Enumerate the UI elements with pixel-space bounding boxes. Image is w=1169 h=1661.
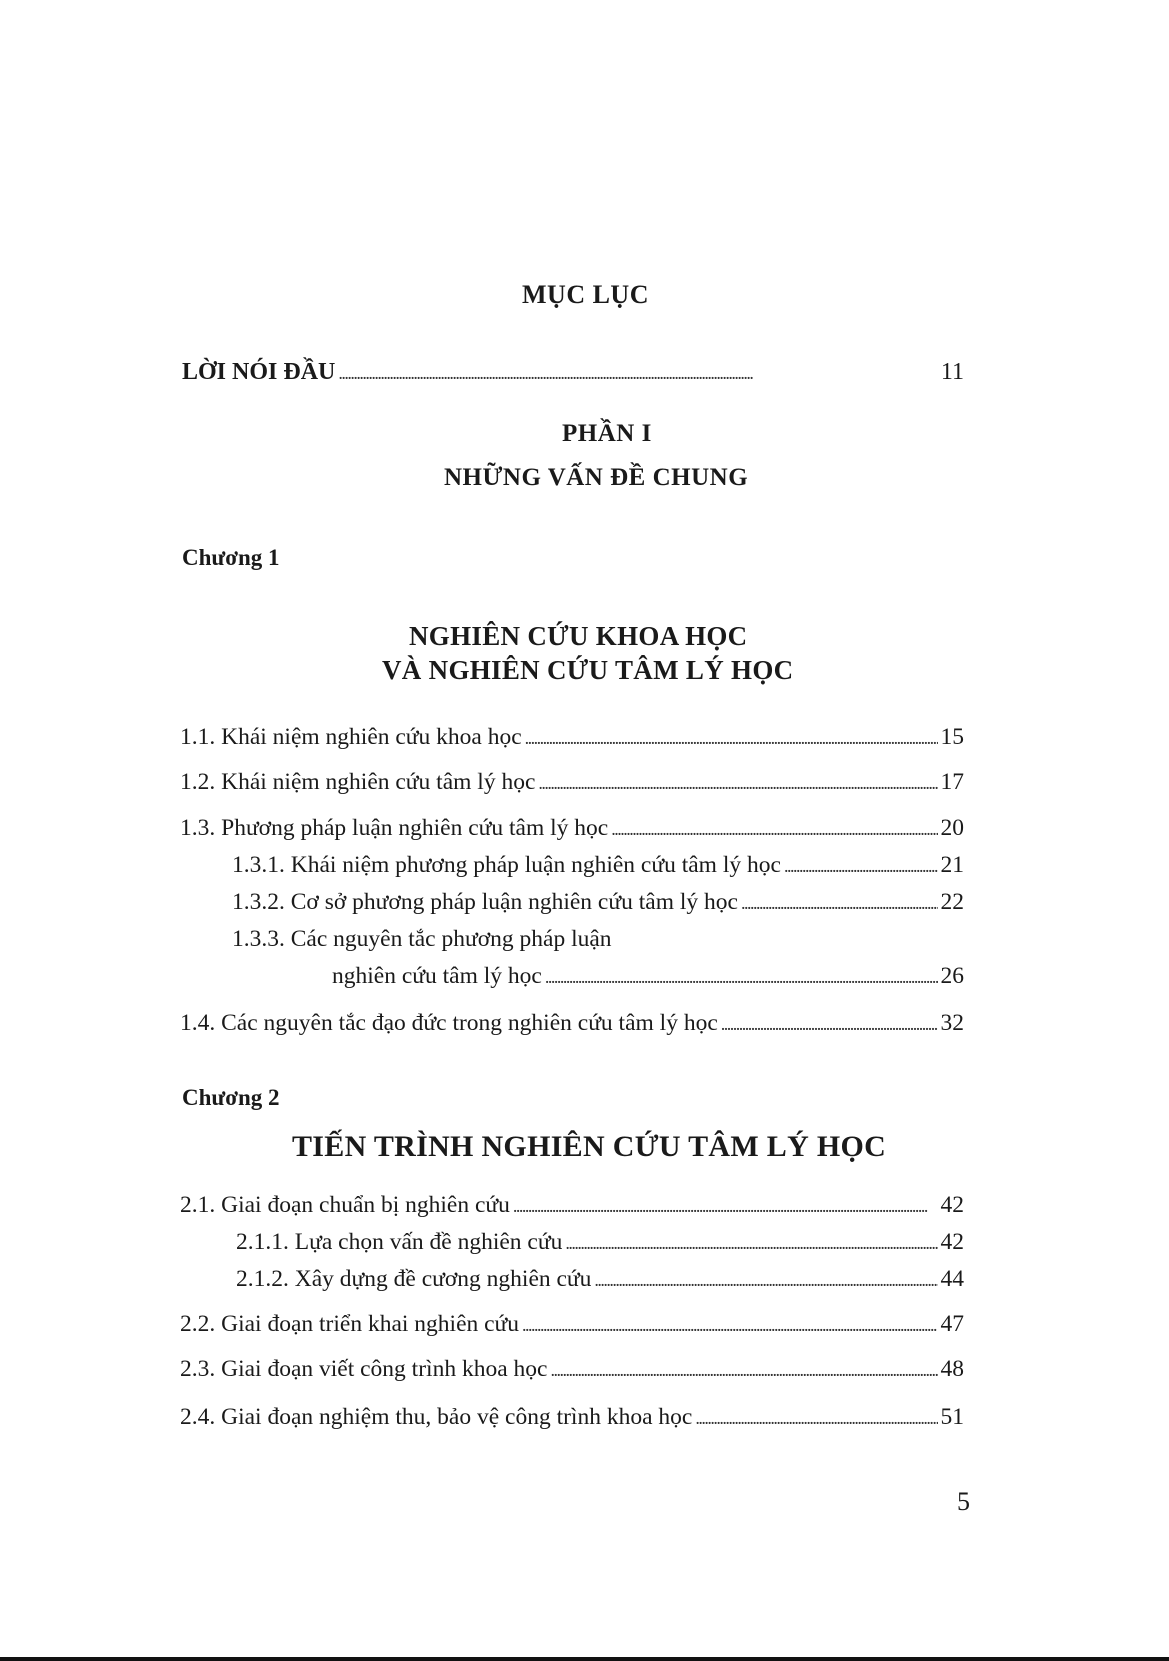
toc-entry-page: 47 bbox=[940, 1311, 964, 1337]
toc-subentry[interactable] bbox=[232, 887, 964, 918]
toc-entry-label: LỜI NÓI ĐẦU bbox=[182, 359, 336, 385]
toc-entry[interactable] bbox=[180, 1402, 964, 1433]
toc-entry-foreword[interactable] bbox=[182, 357, 964, 388]
toc-subentry[interactable] bbox=[332, 961, 964, 992]
toc-entry-label: 1.3. Phương pháp luận nghiên cứu tâm lý học bbox=[180, 815, 609, 841]
dot-leader bbox=[545, 961, 938, 992]
toc-entry-label: 1.1. Khái niệm nghiên cứu khoa học bbox=[180, 724, 522, 750]
toc-subentry[interactable] bbox=[232, 850, 964, 881]
toc-entry-page: 32 bbox=[940, 1010, 964, 1036]
dot-leader bbox=[594, 1264, 937, 1295]
dot-leader bbox=[784, 850, 938, 881]
dot-leader bbox=[513, 1190, 938, 1221]
dot-leader bbox=[522, 1309, 937, 1340]
toc-entry[interactable] bbox=[180, 1008, 964, 1039]
dot-leader bbox=[550, 1354, 937, 1385]
toc-entry-label: 2.3. Giai đoạn viết công trình khoa học bbox=[180, 1356, 548, 1382]
toc-entry-label: nghiên cứu tâm lý học bbox=[332, 963, 542, 989]
toc-entry-label: 2.1.1. Lựa chọn vấn đề nghiên cứu bbox=[236, 1229, 563, 1255]
toc-entry-label: 1.3.1. Khái niệm phương pháp luận nghiên cứu tâm lý học bbox=[232, 852, 781, 878]
toc-entry[interactable] bbox=[180, 1190, 964, 1221]
toc-entry-label: 1.3.2. Cơ sở phương pháp luận nghiên cứu tâm lý học bbox=[232, 889, 738, 915]
toc-entry-label: 2.2. Giai đoạn triển khai nghiên cứu bbox=[180, 1311, 520, 1337]
chapter1-label: Chương 1 bbox=[182, 545, 280, 570]
toc-entry-page: 51 bbox=[940, 1404, 964, 1430]
dot-leader bbox=[525, 722, 938, 753]
toc-entry-page: 15 bbox=[940, 724, 964, 750]
toc-entry-page: 20 bbox=[940, 815, 964, 841]
dot-leader bbox=[695, 1402, 937, 1433]
chapter1-title-line2: VÀ NGHIÊN CỨU TÂM LÝ HỌC bbox=[382, 655, 794, 685]
toc-subentry[interactable] bbox=[236, 1227, 964, 1258]
dot-leader bbox=[565, 1227, 937, 1258]
scan-edge-divider bbox=[0, 1657, 1169, 1661]
toc-entry-page: 42 bbox=[940, 1229, 964, 1255]
chapter2-title: TIẾN TRÌNH NGHIÊN CỨU TÂM LÝ HỌC bbox=[292, 1130, 887, 1163]
toc-entry-page: 11 bbox=[940, 359, 964, 385]
part-title: NHỮNG VẤN ĐỀ CHUNG bbox=[444, 464, 749, 491]
toc-entry[interactable] bbox=[180, 813, 964, 844]
toc-entry-label: 2.1.2. Xây dựng đề cương nghiên cứu bbox=[236, 1266, 592, 1292]
dot-leader bbox=[611, 813, 937, 844]
toc-entry-page: 17 bbox=[940, 769, 964, 795]
chapter1-title-line1: NGHIÊN CỨU KHOA HỌC bbox=[409, 621, 748, 651]
toc-entry[interactable] bbox=[180, 722, 964, 753]
toc-entry-page: 22 bbox=[940, 889, 964, 915]
toc-entry[interactable] bbox=[180, 1309, 964, 1340]
toc-entry-label: 1.2. Khái niệm nghiên cứu tâm lý học bbox=[180, 769, 536, 795]
toc-entry-label: 1.4. Các nguyên tắc đạo đức trong nghiên cứu tâm lý học bbox=[180, 1010, 718, 1036]
dot-leader bbox=[538, 767, 937, 798]
toc-subentry[interactable] bbox=[236, 1264, 964, 1295]
toc-entry-page: 42 bbox=[940, 1192, 964, 1218]
chapter2-label: Chương 2 bbox=[182, 1085, 280, 1110]
dot-leader bbox=[338, 357, 938, 388]
page-title: MỤC LỤC bbox=[522, 280, 649, 309]
page-number: 5 bbox=[957, 1487, 970, 1516]
toc-entry-page: 26 bbox=[940, 963, 964, 989]
toc-subentry-first-line[interactable]: 1.3.3. Các nguyên tắc phương pháp luận bbox=[232, 926, 612, 952]
dot-leader bbox=[741, 887, 938, 918]
toc-entry-page: 48 bbox=[940, 1356, 964, 1382]
toc-entry-page: 44 bbox=[940, 1266, 964, 1292]
toc-entry[interactable] bbox=[180, 767, 964, 798]
toc-entry-label: 2.4. Giai đoạn nghiệm thu, bảo vệ công trình khoa học bbox=[180, 1404, 693, 1430]
toc-entry[interactable] bbox=[180, 1354, 964, 1385]
toc-entry-label: 2.1. Giai đoạn chuẩn bị nghiên cứu bbox=[180, 1192, 510, 1218]
part-label: PHẦN I bbox=[562, 420, 652, 447]
toc-entry-page: 21 bbox=[940, 852, 964, 878]
dot-leader bbox=[721, 1008, 938, 1039]
